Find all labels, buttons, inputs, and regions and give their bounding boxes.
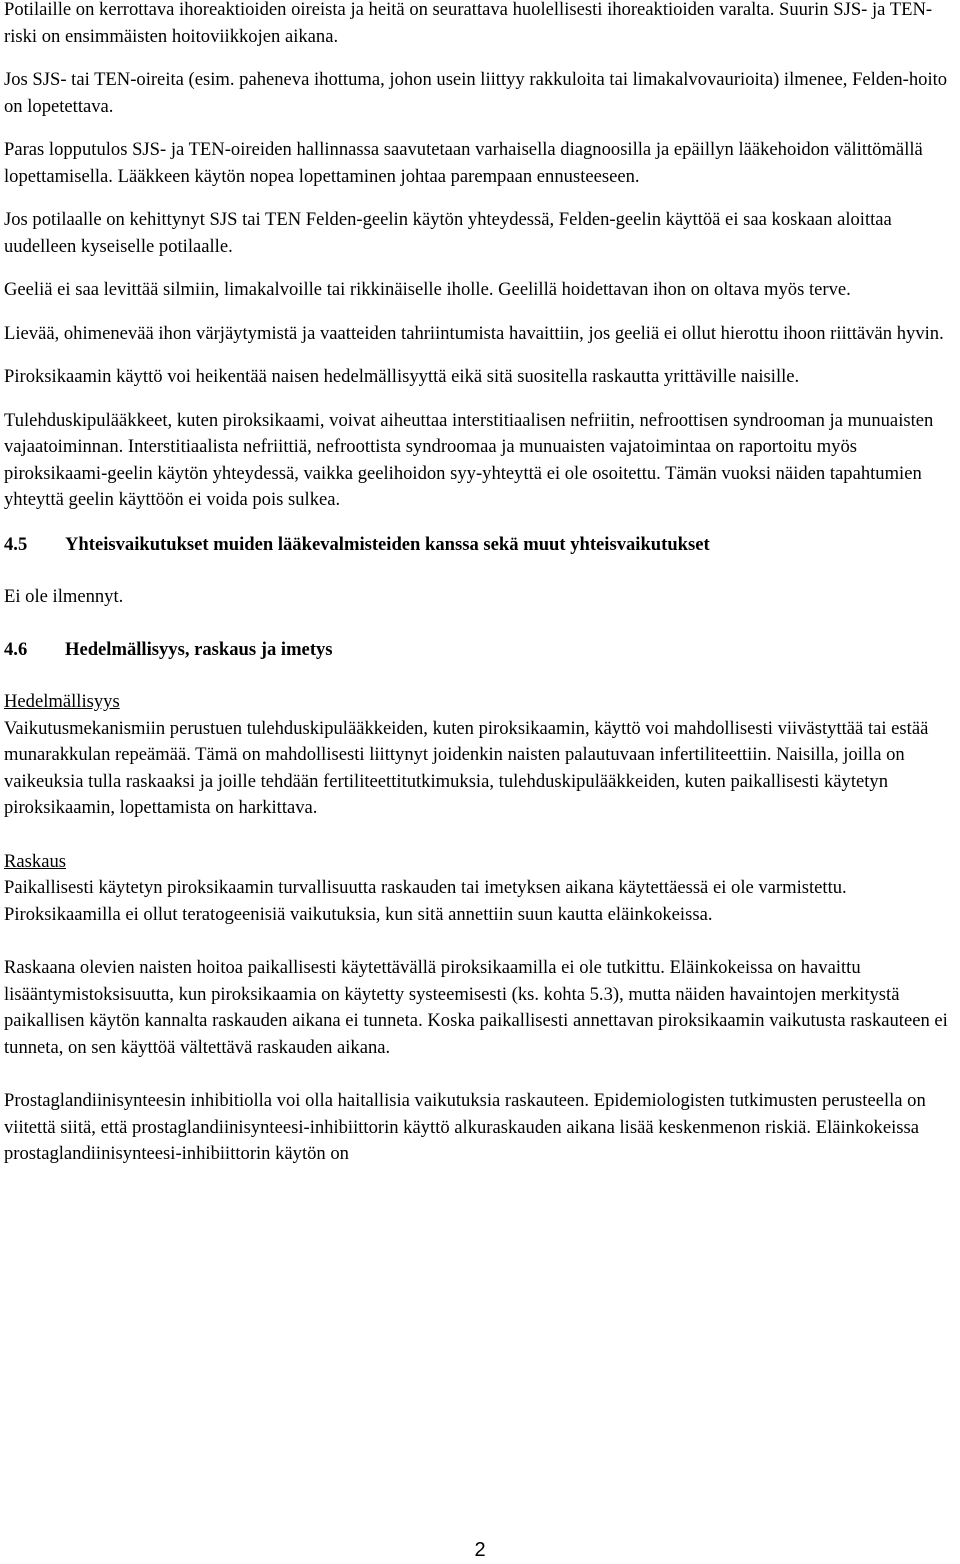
document-page bbox=[4, 0, 956, 1185]
paragraph-renal-effects: Tulehduskipulääkkeet, kuten piroksikaami, voivat aiheuttaa interstitiaalisen nefriitin, nefroottisen syndrooman ja munuaisten vajaatoiminnan. Interstitiaalista nefriittiä, nefroottista syndroomaa ja munuaisten vajatoimintaa on raportoitu myös piroksikaami-geelin käytön yhteydessä, vaikka geelihoidon syy-yhteyttä ei ole osoitettu. Tämän vuoksi näiden tapahtumien yhteyttä geelin käyttöön ei voida pois sulkea. bbox=[4, 409, 934, 510]
fertility-block bbox=[4, 689, 956, 822]
paragraph-skin-reaction-monitoring: Potilaille on kerrottava ihoreaktioiden oireista ja heitä on seurattava huolellisesti ihoreaktioiden varalta. Suurin SJS- ja TEN-riski on ensimmäisten hoitoviikkojen aikana. bbox=[4, 0, 933, 47]
paragraph-fertility: Vaikutusmekanismiin perustuen tulehduskipulääkkeiden, kuten piroksikaamin, käyttö voi mahdollisesti viivästyttää tai estää munarakkulan repeämää. Tämä on mahdollisesti liittynyt joidenkin naisten palautuvaan infertiliteettiin. Naisilla, joilla on vaikeuksia tulla raskaaksi ja joille tehdään fertiliteettitutkimuksia, tulehduskipulääkkeiden, kuten paikallisesti käytetyn piroksikaamin, lopettamista on harkittava. bbox=[4, 717, 929, 818]
subheading-pregnancy: Raskaus bbox=[4, 850, 66, 872]
section-heading-4-6 bbox=[4, 637, 956, 664]
section-heading-4-5 bbox=[4, 532, 956, 559]
paragraph-pregnancy-animal-studies: Raskaana olevien naisten hoitoa paikallisesti käytettävällä piroksikaamilla ei ole tutkittu. Eläinkokeissa on havaittu lisääntymistoksisuutta, kun piroksikaamia on käytetty systeemisesti (ks. kohta 5.3), mutta näiden havaintojen merkitystä paikallisen käytön kannalta raskauden aikana ei tunneta. Koska paikallisesti annettavan piroksikaamin vaikutusta raskauteen ei tunneta, on sen käyttöä vältettävä raskauden aikana. bbox=[4, 957, 948, 1058]
subheading-fertility: Hedelmällisyys bbox=[4, 691, 120, 712]
section-number: 4.5 bbox=[4, 533, 28, 555]
paragraph-application-areas: Geeliä ei saa levittää silmiin, limakalvoille tai rikkinäiselle iholle. Geelillä hoidettavan ihon on oltava myös terve. bbox=[4, 279, 851, 300]
pregnancy-block bbox=[4, 849, 956, 929]
section-title: Yhteisvaikutukset muiden lääkevalmisteiden kanssa sekä muut yhteisvaikutukset bbox=[65, 533, 710, 555]
paragraph-early-diagnosis: Paras lopputulos SJS- ja TEN-oireiden hallinnassa saavutetaan varhaisella diagnoosilla ja epäillyn lääkehoidon välittömällä lopettamisella. Lääkkeen käytön nopea lopettaminen johtaa parempaan ennusteeseen. bbox=[4, 139, 923, 187]
paragraph-fertility-warning: Piroksikaamin käyttö voi heikentää naisen hedelmällisyyttä eikä sitä suositella raskautta yrittäville naisille. bbox=[4, 366, 800, 387]
paragraph-skin-discoloration: Lievää, ohimenevää ihon värjäytymistä ja vaatteiden tahriintumista havaittiin, jos geeliä ei ollut hierottu ihoon riittävän hyvin. bbox=[4, 322, 944, 344]
section-title: Hedelmällisyys, raskaus ja imetys bbox=[65, 638, 333, 660]
section-number: 4.6 bbox=[4, 638, 28, 660]
page-number: 2 bbox=[474, 1539, 486, 1561]
paragraph-pregnancy-safety: Paikallisesti käytetyn piroksikaamin turvallisuutta raskauden tai imetyksen aikana käytettäessä ei ole varmistettu. Piroksikaamilla ei ollut teratogeenisiä vaikutuksia, kun sitä annettiin suun kautta eläinkokeissa. bbox=[4, 877, 847, 925]
paragraph-sjs-ten-stop-treatment: Jos SJS- tai TEN-oireita (esim. paheneva ihottuma, johon usein liittyy rakkuloita tai limakalvovaurioita) ilmenee, Felden-hoito on lopetettava. bbox=[4, 69, 948, 117]
paragraph-interactions: Ei ole ilmennyt. bbox=[4, 586, 124, 607]
paragraph-no-restart: Jos potilaalle on kehittynyt SJS tai TEN Felden-geelin käytön yhteydessä, Felden-geelin käyttöä ei saa koskaan aloittaa uudelleen kyseiselle potilaalle. bbox=[4, 209, 892, 257]
paragraph-prostaglandin: Prostaglandiinisynteesin inhibitiolla voi olla haitallisia vaikutuksia raskauteen. Epidemiologisten tutkimusten perusteella on viitettä siitä, että prostaglandiinisynteesi-inhibiittorin käyttö alkuraskauden aikana lisää keskenmenon riskiä. Eläinkokeissa prostaglandiinisynteesi-inhibiittorin käytön on bbox=[4, 1090, 926, 1164]
